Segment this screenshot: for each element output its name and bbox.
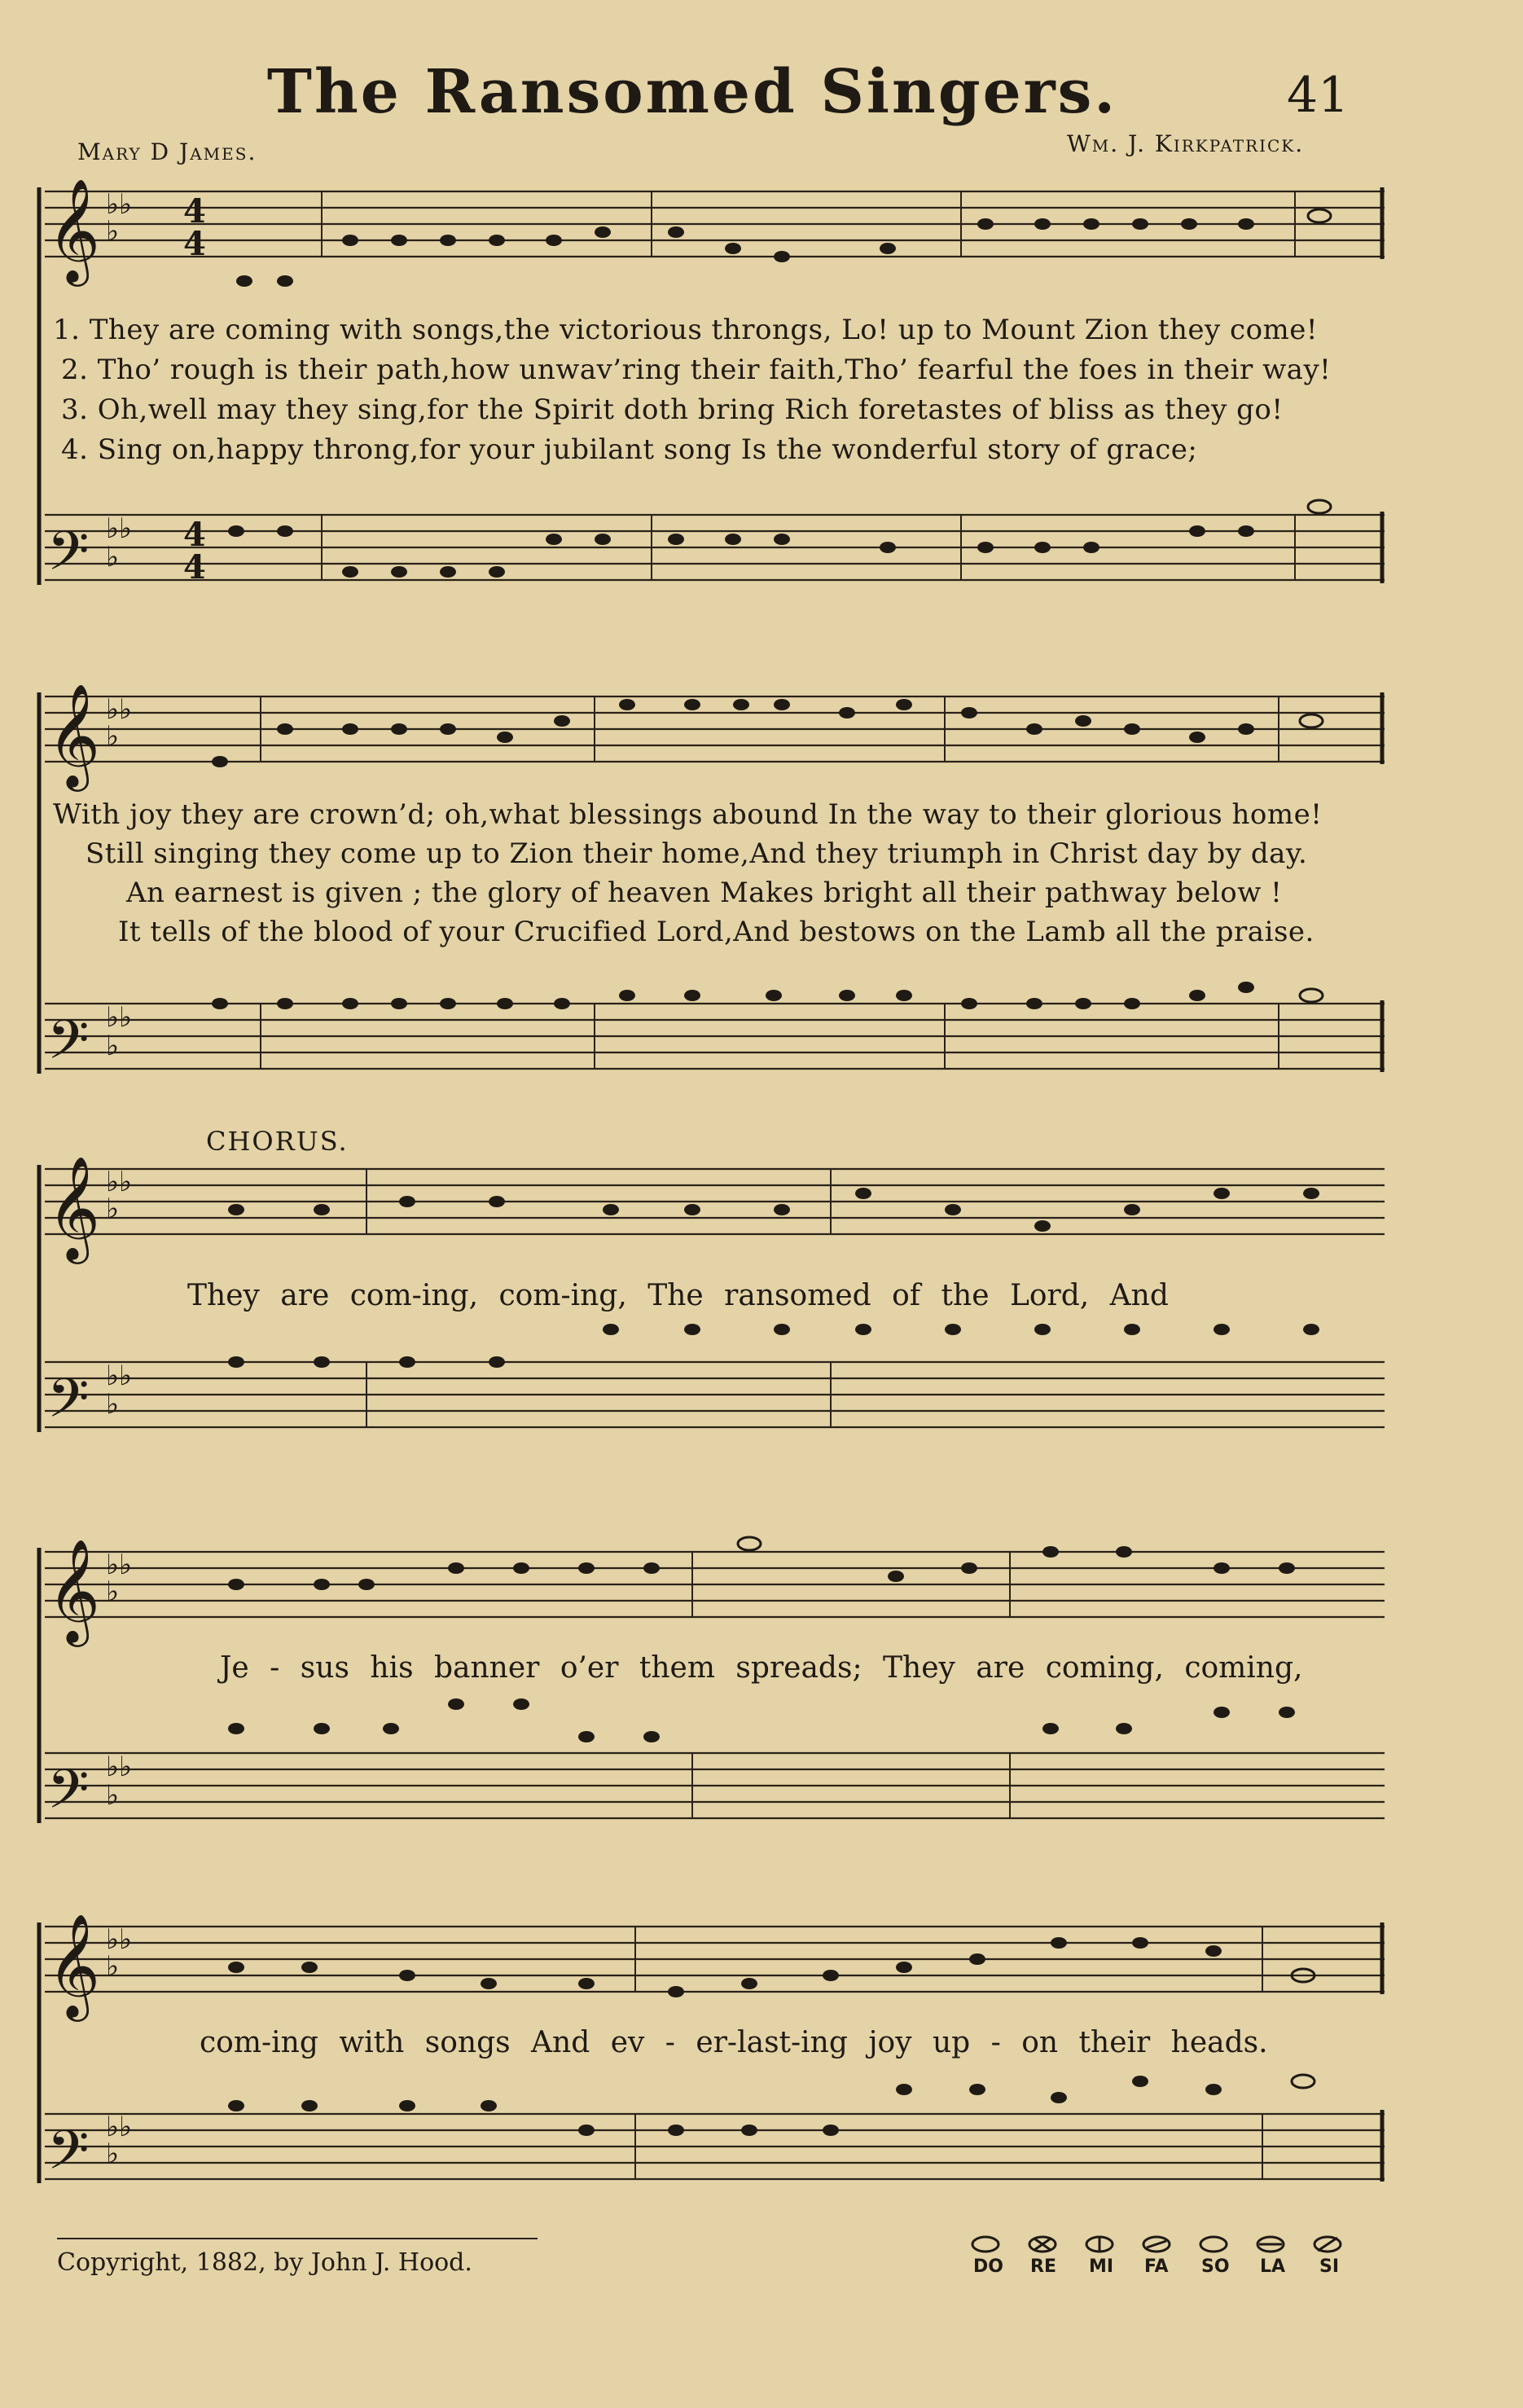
hymn-title: The Ransomed Singers.	[266, 57, 1118, 127]
solfa-si: SI	[1319, 2256, 1340, 2277]
svg-text:♭: ♭	[106, 541, 120, 573]
page-number: 41	[1287, 67, 1350, 124]
svg-text:𝄢: 𝄢	[47, 1008, 90, 1084]
solfa-la: LA	[1260, 2256, 1286, 2277]
svg-text:𝄢: 𝄢	[47, 2119, 90, 2195]
solfa-mi: MI	[1089, 2256, 1114, 2277]
composer: Wm. J. Kirkpatrick.	[1067, 130, 1305, 157]
svg-text:♭♭: ♭♭	[106, 693, 133, 726]
svg-text:𝄞: 𝄞	[47, 683, 101, 787]
svg-text:♭: ♭	[106, 1030, 120, 1062]
svg-text:♭♭: ♭♭	[106, 2111, 133, 2143]
verse-line-3a: 3. Oh,well may they sing,for the Spirit doth bring Rich foretastes of bliss as they go!	[61, 393, 1284, 426]
svg-text:♭: ♭	[106, 1388, 120, 1421]
svg-text:♭: ♭	[106, 215, 120, 248]
svg-text:♭: ♭	[106, 1193, 120, 1225]
solfa-re: RE	[1030, 2256, 1056, 2277]
svg-text:♭♭: ♭♭	[106, 512, 133, 545]
svg-text:𝄢: 𝄢	[47, 520, 90, 595]
svg-text:♭: ♭	[106, 1575, 120, 1608]
solfa-fa: FA	[1144, 2256, 1169, 2277]
notes-system-3	[228, 1188, 1319, 1368]
staff-lines	[45, 191, 1385, 257]
chorus-label: CHORUS.	[206, 1126, 349, 1157]
chorus-line-3: com-ing with songs And ev - er-last-ing joy up - on their heads.	[200, 2026, 1268, 2059]
svg-text:♭: ♭	[106, 720, 120, 753]
svg-text:4: 4	[183, 516, 206, 554]
svg-text:4: 4	[183, 548, 206, 587]
verse-line-1a: 1. They are coming with songs,the victorious throngs, Lo! up to Mount Zion they come!	[53, 314, 1319, 346]
svg-text:𝄞: 𝄞	[47, 1913, 101, 2017]
verse-line-2a: 2. Tho’ rough is their path,how unwav’ring their faith,Tho’ fearful the foes in their way!	[61, 354, 1332, 386]
svg-text:♭: ♭	[106, 1950, 120, 1983]
svg-text:4: 4	[183, 192, 206, 231]
svg-text:♭♭: ♭♭	[106, 1751, 133, 1783]
svg-text:♭♭: ♭♭	[106, 1001, 133, 1034]
svg-text:♭♭: ♭♭	[106, 188, 133, 221]
solfa-so: SO	[1201, 2256, 1230, 2277]
svg-text:4: 4	[183, 225, 206, 263]
svg-text:𝄞: 𝄞	[47, 1538, 101, 1642]
verse-line-1b: With joy they are crown’d; oh,what blessings abound In the way to their glorious home!	[53, 798, 1323, 831]
verse-line-3b: An earnest is given ; the glory of heaven Makes bright all their pathway below !	[126, 877, 1283, 909]
chorus-line-1: They are com-ing, com-ing, The ransomed of the Lord, And	[187, 1279, 1169, 1312]
svg-text:♭♭: ♭♭	[106, 1166, 133, 1198]
svg-text:𝄞: 𝄞	[47, 1155, 101, 1259]
svg-text:𝄢: 𝄢	[47, 1367, 90, 1443]
svg-text:𝄞: 𝄞	[47, 178, 101, 282]
verse-line-4a: 4. Sing on,happy throng,for your jubilant song Is the wonderful story of grace;	[61, 433, 1198, 466]
lyricist: Mary D James.	[77, 138, 257, 165]
svg-text:𝄢: 𝄢	[47, 1758, 90, 1834]
footer-rule	[57, 2238, 538, 2239]
chorus-line-2: Je - sus his banner o’er them spreads; They are coming, coming,	[220, 1651, 1303, 1685]
svg-text:♭♭: ♭♭	[106, 1549, 133, 1581]
notes-system-4	[228, 1537, 1295, 1742]
solfa-do: DO	[973, 2256, 1003, 2277]
verse-line-4b: It tells of the blood of your Crucified Lord,And bestows on the Lamb all the praise.	[118, 916, 1315, 948]
svg-text:♭♭: ♭♭	[106, 1360, 133, 1392]
svg-text:♭♭: ♭♭	[106, 1923, 133, 1956]
copyright-notice: Copyright, 1882, by John J. Hood.	[57, 2248, 472, 2277]
svg-text:♭: ♭	[106, 1779, 120, 1812]
verse-line-2b: Still singing they come up to Zion their home,And they triumph in Christ day by day.	[86, 837, 1308, 870]
svg-text:♭: ♭	[106, 2138, 120, 2170]
